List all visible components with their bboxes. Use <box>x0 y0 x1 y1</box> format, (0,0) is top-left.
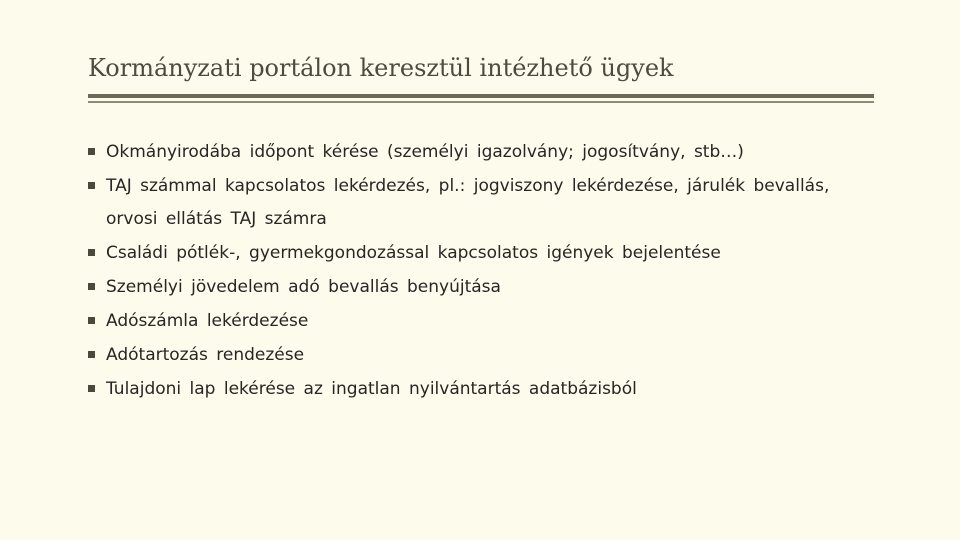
square-bullet-icon <box>88 148 95 155</box>
bullet-list <box>88 136 878 407</box>
bullet-text: TAJ számmal kapcsolatos lekérdezés, pl.: jogviszony lekérdezése, járulék bevallás, orvosi ellátás TAJ számra <box>106 176 830 229</box>
bullet-text: Tulajdoni lap lekérése az ingatlan nyilvántartás adatbázisból <box>106 379 637 399</box>
bullet-item-5 <box>88 305 878 338</box>
bullet-item-2 <box>88 170 878 236</box>
square-bullet-icon <box>88 351 95 358</box>
bullet-text: Adótartozás rendezése <box>106 345 305 365</box>
bullet-text: Okmányirodába időpont kérése (személyi igazolvány; jogosítvány, stb…) <box>106 142 744 162</box>
square-bullet-icon <box>88 182 95 189</box>
bullet-item-4 <box>88 271 878 304</box>
title-underline-thin <box>88 101 874 103</box>
square-bullet-icon <box>88 283 95 290</box>
square-bullet-icon <box>88 317 95 324</box>
square-bullet-icon <box>88 249 95 256</box>
bullet-item-1 <box>88 136 878 169</box>
bullet-text: Adószámla lekérdezése <box>106 311 309 331</box>
bullet-item-3 <box>88 237 878 270</box>
slide-title: Kormányzati portálon keresztül intézhető ügyek <box>88 54 674 82</box>
square-bullet-icon <box>88 385 95 392</box>
bullet-text: Személyi jövedelem adó bevallás benyújtása <box>106 277 501 297</box>
title-underline-thick <box>88 94 874 98</box>
bullet-item-6 <box>88 339 878 372</box>
bullet-text: Családi pótlék-, gyermekgondozással kapcsolatos igények bejelentése <box>106 243 721 263</box>
bullet-item-7 <box>88 373 878 406</box>
